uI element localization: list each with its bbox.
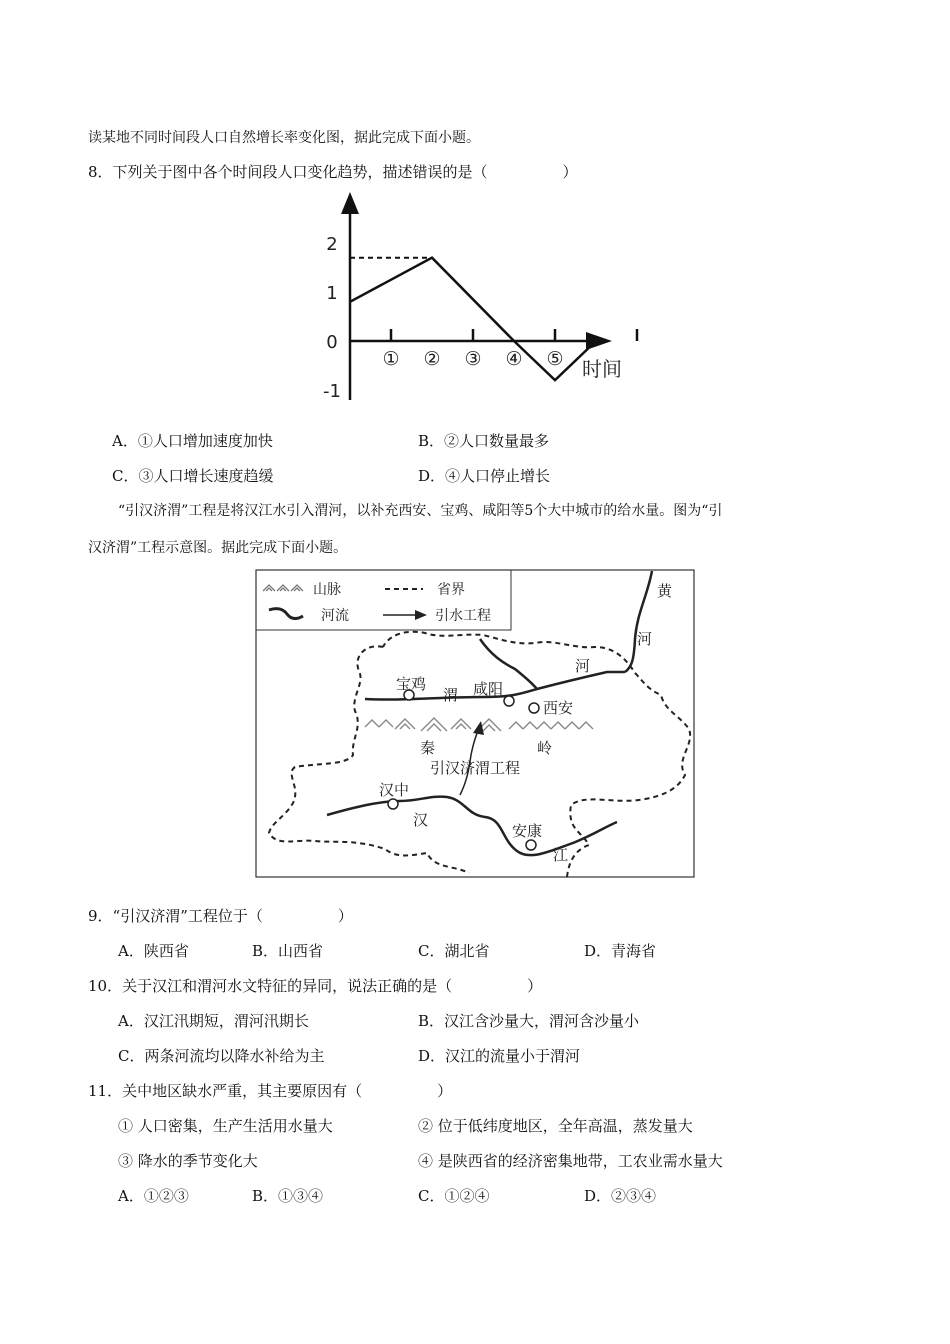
xianyang-city-marker <box>504 696 514 706</box>
q11-option-c: C．①②④ <box>418 1187 490 1205</box>
mountain-legend-icon <box>263 585 303 591</box>
label-wei: 渭 <box>443 686 459 704</box>
label-xian: 西安 <box>543 699 574 717</box>
label-xianyang: 咸阳 <box>473 680 504 698</box>
intro-text-2-line-1: “引汉济渭”工程是将汉江水引入渭河，以补充西安、宝鸡、咸阳等5个大中城市的给水量。图为“引 <box>118 503 723 519</box>
label-ankang: 安康 <box>512 822 543 840</box>
q10-option-a: A．汉江汛期短，渭河汛期长 <box>118 1012 309 1030</box>
hanzhong-city-marker <box>388 799 398 809</box>
q10-option-b: B．汉江含沙量大，渭河含沙量小 <box>418 1012 640 1030</box>
q8-option-b: B．②人口数量最多 <box>418 432 550 450</box>
y-tick-label: 1 <box>326 283 338 304</box>
label-han: 汉 <box>413 811 429 829</box>
q11-stem: 11．关中地区缺水严重，其主要原因有（ ） <box>88 1082 453 1100</box>
q9-stem: 9．“引汉济渭”工程位于（ ） <box>88 907 353 925</box>
label-project: 引汉济渭工程 <box>430 759 521 777</box>
label-qin: 秦 <box>420 739 436 757</box>
x-tick-label: ③ <box>464 348 482 370</box>
q11-statement-1: ① 人口密集，生产生活用水量大 <box>118 1117 333 1135</box>
ankang-city-marker <box>526 840 536 850</box>
arrow-legend-icon <box>415 610 427 620</box>
q9-option-b: B．山西省 <box>252 942 324 960</box>
label-ling: 岭 <box>537 739 553 757</box>
x-tick-label: ② <box>423 348 441 370</box>
q9-option-a: A．陕西省 <box>118 942 189 960</box>
intro-text-2-line-2: 汉济渭”工程示意图。据此完成下面小题。 <box>88 540 348 556</box>
q11-statement-3: ③ 降水的季节变化大 <box>118 1152 258 1170</box>
label-hanzhong: 汉中 <box>379 781 410 799</box>
intro-text-1: 读某地不同时间段人口自然增长率变化图，据此完成下面小题。 <box>88 130 480 146</box>
q8-option-a: A．①人口增加速度加快 <box>112 432 273 450</box>
label-huang: 黄 <box>657 582 673 600</box>
label-baoji: 宝鸡 <box>396 675 427 693</box>
x-tick-label: ⑤ <box>546 348 564 370</box>
q9-option-d: D．青海省 <box>584 942 657 960</box>
y-tick-label: -1 <box>323 381 341 402</box>
q9-option-c: C．湖北省 <box>418 942 490 960</box>
q8-option-c: C．③人口增长速度趋缓 <box>112 467 274 485</box>
y-tick-label: 2 <box>326 234 338 255</box>
y-axis-arrow <box>341 192 359 214</box>
legend-boundary-label: 省界 <box>437 582 465 598</box>
project-map <box>255 569 695 879</box>
legend-mountain-label: 山脉 <box>313 582 341 598</box>
q11-statement-2: ② 位于低纬度地区，全年高温，蒸发量大 <box>418 1117 693 1135</box>
river-legend-icon <box>269 609 303 619</box>
legend-river-label: 河流 <box>321 608 349 624</box>
q10-option-c: C．两条河流均以降水补给为主 <box>118 1047 325 1065</box>
growth-rate-chart <box>320 188 640 413</box>
q11-statement-4: ④ 是陕西省的经济密集地带，工农业需水量大 <box>418 1152 723 1170</box>
map-legend <box>256 570 511 630</box>
q10-stem: 10．关于汉江和渭河水文特征的异同，说法正确的是（ ） <box>88 977 543 995</box>
label-he-yellow: 河 <box>637 630 653 648</box>
legend-diversion-label: 引水工程 <box>435 608 491 624</box>
label-he-wei: 河 <box>575 657 591 675</box>
x-tick-label: ④ <box>505 348 523 370</box>
yellow-river <box>625 571 652 672</box>
x-axis-label: 时间 <box>582 357 622 381</box>
q11-option-d: D．②③④ <box>584 1187 657 1205</box>
q8-option-d: D．④人口停止增长 <box>418 467 551 485</box>
y-tick-label: 0 <box>326 332 338 353</box>
xian-city-marker <box>529 703 539 713</box>
q11-option-b: B．①③④ <box>252 1187 324 1205</box>
x-tick-label: ① <box>382 348 400 370</box>
q8-stem: 8．下列关于图中各个时间段人口变化趋势，描述错误的是（ ） <box>88 163 578 181</box>
diversion-arrow-head <box>473 721 484 735</box>
label-jiang: 江 <box>553 846 569 864</box>
q10-option-d: D．汉江的流量小于渭河 <box>418 1047 581 1065</box>
q11-option-a: A．①②③ <box>118 1187 189 1205</box>
